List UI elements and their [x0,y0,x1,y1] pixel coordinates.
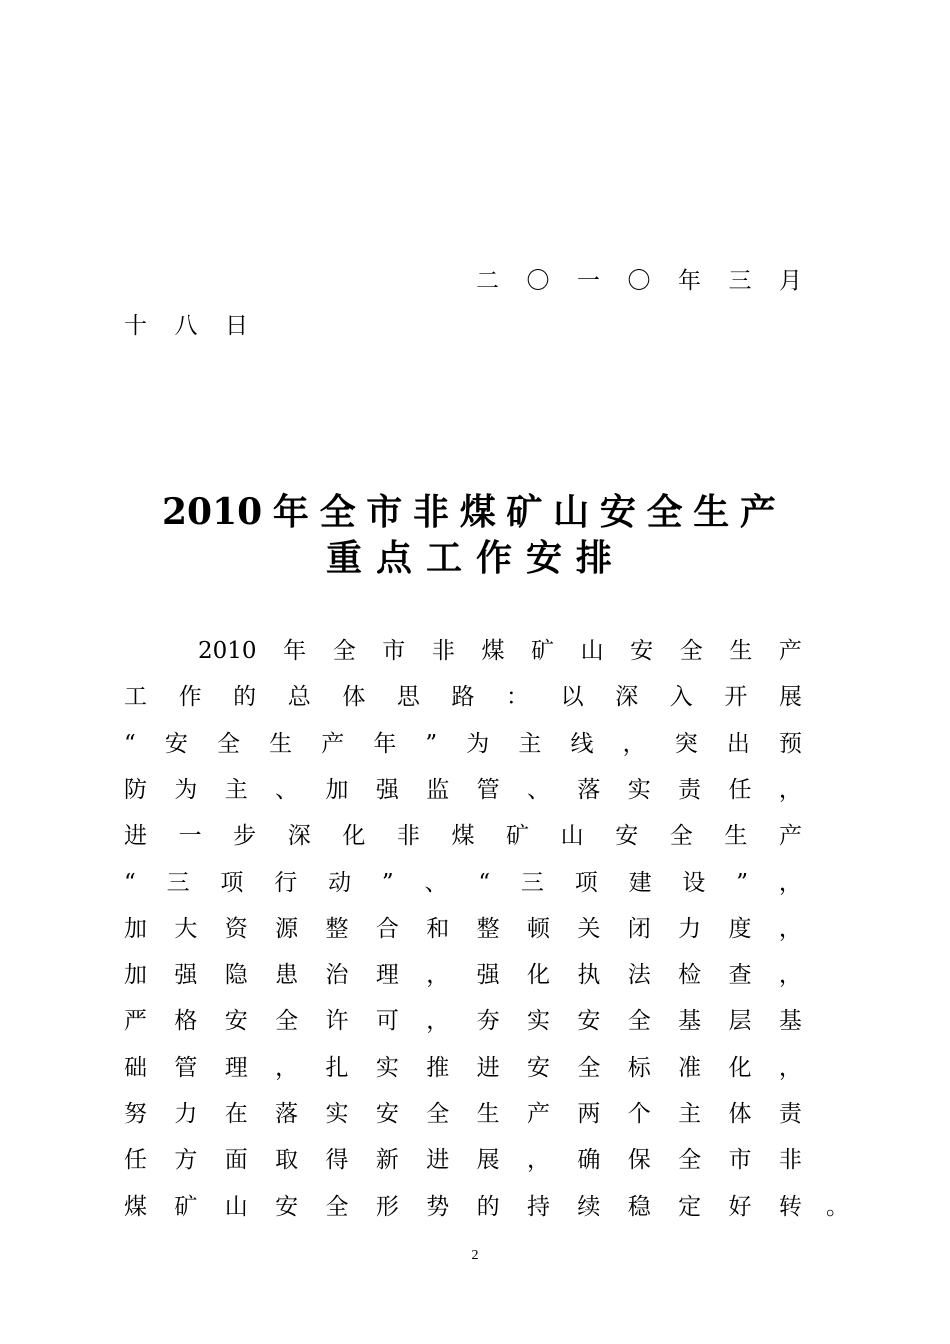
document-title-line-2 [326,536,612,580]
paragraph-char: 步 [233,823,257,850]
paragraph-char: 三 [520,869,544,896]
paragraph-char: 准 [678,1054,702,1081]
title-char: 重 [326,537,363,579]
paragraph-char: 实 [627,776,651,803]
paragraph-char: 主 [224,776,248,803]
paragraph-char: 矿 [531,638,555,664]
paragraph-char: 整 [325,915,349,942]
paragraph-char: 安 [164,730,188,757]
paragraph-char: 体 [342,684,366,711]
paragraph-char: ， [778,1054,802,1081]
paragraph-char: 可 [375,1008,399,1035]
paragraph-char: 确 [577,1147,601,1174]
paragraph-char: 加 [124,962,147,989]
paragraph-char: 定 [678,1193,702,1220]
paragraph-char: 安 [275,1193,299,1220]
paragraph-char: ” [736,869,748,896]
paragraph-char: 化 [342,823,366,850]
paragraph-char: ” [381,869,394,896]
paragraph-char: 行 [274,869,298,896]
paragraph-char: 、 [424,869,448,896]
paragraph-line [124,813,802,859]
paragraph-char: 山 [224,1193,248,1220]
title-char: 生 [693,491,730,533]
paragraph-char: 取 [275,1147,299,1174]
document-title-line-1 [162,490,776,534]
paragraph-char: 全 [678,1147,702,1174]
paragraph-char: 落 [275,1101,299,1127]
paragraph-line [198,628,802,674]
paragraph-char: 主 [678,1101,702,1127]
paragraph-char: 严 [124,1008,147,1035]
paragraph-char: 全 [679,638,703,664]
paragraph-char: ” [425,730,438,757]
paragraph-char: 防 [124,776,147,803]
paragraph-char: 基 [678,1008,702,1035]
title-char: 产 [739,491,776,533]
date-line-1 [476,258,802,304]
paragraph-char: 监 [426,776,450,803]
paragraph-char: 加 [124,915,147,942]
paragraph-line [124,1091,802,1137]
paragraph-char: 生 [729,638,753,664]
paragraph-char: 展 [778,684,802,711]
date-char: 二 [476,268,499,294]
paragraph-char: ， [778,869,802,896]
paragraph-char: 方 [174,1147,198,1174]
paragraph-char: 生 [724,823,748,850]
paragraph-char: 理 [224,1054,248,1081]
paragraph-line [124,1184,802,1230]
paragraph-char: 实 [325,1101,349,1127]
paragraph-char: 关 [577,915,601,942]
paragraph-char: 进 [426,1147,450,1174]
paragraph-char: 产 [527,1101,550,1127]
date-char: 三 [728,268,752,294]
paragraph-char: 得 [325,1147,349,1174]
paragraph-char: 扎 [325,1054,349,1081]
paragraph-char: 大 [174,915,198,942]
paragraph-char: 非 [431,638,455,664]
paragraph-char: 产 [778,823,802,850]
paragraph-char: ， [426,1008,450,1035]
paragraph-char: 度 [728,915,752,942]
paragraph-line [124,998,802,1044]
date-char: 〇 [526,268,550,294]
paragraph-char: 全 [325,1193,349,1220]
date-char: 十 [124,313,147,339]
paragraph-char: 实 [527,1008,550,1035]
paragraph-char: 作 [178,684,202,711]
paragraph-char: 全 [332,638,356,664]
paragraph-char: ， [778,915,802,942]
paragraph-char: ， [778,962,802,989]
paragraph-char: 实 [375,1054,399,1081]
paragraph-char: 新 [375,1147,399,1174]
paragraph-char: 努 [124,1101,147,1127]
paragraph-char: 开 [724,684,748,711]
paragraph-char: 非 [396,823,420,850]
paragraph-char: 全 [669,823,693,850]
paragraph-char: 理 [375,962,399,989]
paragraph-char: 主 [518,730,542,757]
paragraph-char: 深 [615,684,639,711]
paragraph-char: 责 [778,1101,802,1127]
paragraph-char: 闭 [627,915,651,942]
paragraph-char: 强 [476,962,500,989]
date-char: 月 [779,268,802,294]
paragraph-line [124,1137,802,1183]
paragraph-char: 资 [224,915,248,942]
paragraph-char: 项 [574,869,598,896]
paragraph-char: 力 [678,915,702,942]
paragraph-char: 矿 [506,823,530,850]
paragraph-end-punctuation: 。 [826,1194,849,1220]
paragraph-char: 推 [426,1054,450,1081]
paragraph-char: 基 [778,1008,802,1035]
title-char: 工 [425,537,462,579]
date-char: 一 [577,268,600,294]
paragraph-line [124,906,802,952]
paragraph-char: 好 [728,1193,752,1220]
paragraph-char: 设 [682,869,706,896]
paragraph-char: 面 [224,1147,248,1174]
paragraph-char: 全 [627,1008,651,1035]
paragraph-char: 工 [124,684,147,711]
paragraph-char: 管 [174,1054,198,1081]
date-char: 日 [225,313,248,339]
paragraph-char: ， [527,1147,550,1174]
paragraph-char: 化 [728,1054,752,1081]
paragraph-char: 许 [325,1008,349,1035]
paragraph-char: 思 [396,684,420,711]
paragraph-char: 源 [275,915,299,942]
paragraph-char: 治 [325,962,349,989]
paragraph-char: 安 [615,823,639,850]
paragraph-char: 检 [678,962,702,989]
paragraph-char: 安 [630,638,654,664]
paragraph-char: 煤 [481,638,505,664]
paragraph-char: 三 [166,869,190,896]
paragraph-char: 的 [233,684,257,711]
paragraph-char: 保 [627,1147,651,1174]
paragraph-char: 全 [275,1008,299,1035]
paragraph-char: 执 [577,962,601,989]
paragraph-char: 两 [577,1101,601,1127]
paragraph-char: 、 [527,776,550,803]
paragraph-char: 山 [580,638,604,664]
paragraph-char: 一 [178,823,202,850]
paragraph-char: 矿 [174,1193,198,1220]
paragraph-char: 安 [527,1054,550,1081]
paragraph-char: 强 [174,962,198,989]
paragraph-char: 年 [373,730,397,757]
title-char: 2010 [162,491,263,533]
paragraph-line [124,1045,802,1091]
paragraph-char: 标 [627,1054,651,1081]
paragraph-char: 强 [375,776,399,803]
paragraph-char: 、 [275,776,299,803]
paragraph-char: 山 [560,823,584,850]
date-char: 八 [174,313,198,339]
paragraph-char: 力 [174,1101,198,1127]
paragraph-line [124,767,802,813]
paragraph-line [124,721,802,767]
title-char: 年 [272,491,309,533]
paragraph-char: 2010 [198,638,257,664]
paragraph-char: 动 [328,869,352,896]
paragraph-char: ， [622,730,646,757]
paragraph-char: ， [426,962,450,989]
paragraph-char: 线 [570,730,594,757]
paragraph-char: 年 [283,638,307,664]
title-char: 作 [475,537,512,579]
paragraph-char: 和 [426,915,450,942]
paragraph-char: 落 [577,776,601,803]
paragraph-char: 管 [476,776,500,803]
paragraph-char: 形 [375,1193,399,1220]
paragraph-char: 产 [778,638,802,664]
paragraph-char: 突 [674,730,698,757]
title-char: 市 [366,491,403,533]
paragraph-char: 安 [375,1101,399,1127]
paragraph-char: 以 [560,684,584,711]
paragraph-char: 化 [527,962,550,989]
paragraph-char: 的 [476,1193,500,1220]
paragraph-char: 产 [321,730,345,757]
title-char: 安 [525,537,562,579]
paragraph-char: “ [124,730,136,757]
paragraph-char: 夯 [476,1008,500,1035]
paragraph-char: 势 [426,1193,450,1220]
paragraph-char: 任 [728,776,752,803]
paragraph-char: “ [478,869,491,896]
paragraph-char: 为 [174,776,198,803]
page-number: 2 [471,1248,479,1263]
paragraph-char: 生 [476,1101,500,1127]
paragraph-char: 全 [577,1054,601,1081]
paragraph-char: 生 [269,730,293,757]
paragraph-char: 持 [527,1193,550,1220]
date-char: 〇 [627,268,651,294]
paragraph-char: 出 [726,730,750,757]
paragraph-char: 全 [216,730,240,757]
paragraph-char: 法 [627,962,651,989]
paragraph-char: 合 [375,915,399,942]
paragraph-char: 路 [451,684,475,711]
paragraph-char: 深 [287,823,311,850]
paragraph-char: 市 [728,1147,752,1174]
paragraph-char: ， [275,1054,299,1081]
title-char: 山 [553,491,590,533]
paragraph-char: 预 [778,730,802,757]
paragraph-char: 煤 [451,823,475,850]
date-char: 年 [678,268,701,294]
paragraph-char: 整 [476,915,500,942]
paragraph-char: 加 [325,776,349,803]
paragraph-char: 顿 [527,915,550,942]
paragraph-char: 展 [476,1147,500,1174]
paragraph-char: 转 [778,1193,802,1220]
paragraph-char: 煤 [124,1193,147,1220]
paragraph-char: 患 [275,962,299,989]
paragraph-char: 为 [466,730,490,757]
paragraph-char: 入 [669,684,693,711]
title-char: 点 [375,537,412,579]
paragraph-char: ： [506,684,530,711]
paragraph-char: ， [778,776,802,803]
paragraph-line [124,860,802,906]
paragraph-char: 项 [220,869,244,896]
paragraph-char: 任 [124,1147,147,1174]
paragraph-char: 础 [124,1054,147,1081]
title-char: 非 [413,491,450,533]
paragraph-char: 隐 [224,962,248,989]
title-char: 全 [646,491,683,533]
title-char: 全 [319,491,356,533]
title-char: 排 [575,537,612,579]
paragraph-char: 查 [728,962,752,989]
title-char: 安 [599,491,636,533]
paragraph-char: 稳 [627,1193,651,1220]
paragraph-char: 层 [728,1008,752,1035]
paragraph-line [124,952,802,998]
paragraph-char: 格 [174,1008,198,1035]
paragraph-char: 体 [728,1101,752,1127]
paragraph-char: 续 [577,1193,601,1220]
paragraph-char: 总 [287,684,311,711]
title-char: 煤 [459,491,496,533]
paragraph-char: “ [124,869,136,896]
paragraph-char: 安 [224,1008,248,1035]
title-char: 矿 [506,491,543,533]
paragraph-char: 安 [577,1008,601,1035]
paragraph-char: 进 [476,1054,500,1081]
date-line-2 [124,303,248,349]
paragraph-char: 个 [627,1101,651,1127]
paragraph-char: 非 [778,1147,802,1174]
paragraph-line [124,674,802,720]
paragraph-char: 建 [628,869,652,896]
paragraph-char: 全 [426,1101,450,1127]
paragraph-char: 进 [124,823,147,850]
paragraph-char: 责 [678,776,702,803]
paragraph-char: 在 [224,1101,248,1127]
paragraph-char: 市 [382,638,406,664]
